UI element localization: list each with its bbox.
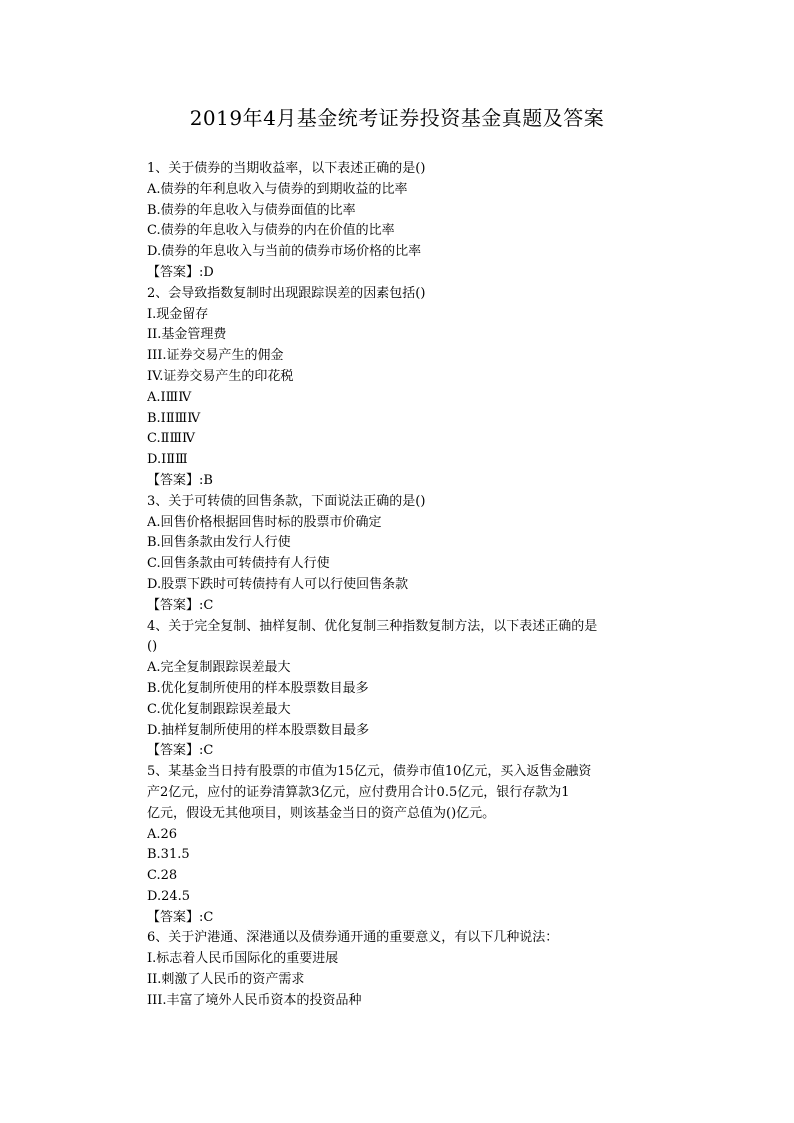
question-4-stem-continued: () — [147, 639, 158, 655]
question-1-answer: 【答案】:D — [147, 264, 214, 280]
question-1-option-d: D.债券的年息收入与当前的债券市场价格的比率 — [147, 244, 422, 260]
question-5-stem: 5、某基金当日持有股票的市值为15亿元，债券市值10亿元，买入返售金融资 — [147, 764, 592, 780]
question-6-item-iii: III.丰富了境外人民币资本的投资品种 — [147, 992, 362, 1008]
question-5-option-c: C.28 — [147, 868, 178, 884]
document-body — [147, 159, 647, 1012]
question-4-option-c: C.优化复制跟踪误差最大 — [147, 701, 291, 717]
question-3-option-b: B.回售条款由发行人行使 — [147, 535, 291, 551]
question-2-item-i: I.现金留存 — [147, 306, 209, 322]
question-2-option-c: C.ⅡⅢⅣ — [147, 431, 195, 447]
question-5-answer: 【答案】:C — [147, 909, 214, 925]
question-3-option-d: D.股票下跌时可转债持有人可以行使回售条款 — [147, 576, 409, 592]
question-6-stem: 6、关于沪港通、深港通以及债券通开通的重要意义，有以下几种说法： — [147, 930, 559, 946]
question-2-option-a: A.ⅠⅢⅣ — [147, 389, 192, 405]
question-4-option-d: D.抽样复制所使用的样本股票数目最多 — [147, 722, 370, 738]
question-3-stem: 3、关于可转债的回售条款，下面说法正确的是() — [147, 493, 426, 509]
question-1-option-a: A.债券的年利息收入与债券的到期收益的比率 — [147, 181, 408, 197]
question-3-answer: 【答案】:C — [147, 597, 214, 613]
question-6-item-i: I.标志着人民币国际化的重要进展 — [147, 951, 339, 967]
question-5-option-d: D.24.5 — [147, 888, 191, 904]
question-5-stem-continued: 产2亿元，应付的证券清算款3亿元，应付费用合计0.5亿元，银行存款为1 — [147, 784, 570, 800]
question-4-answer: 【答案】:C — [147, 743, 214, 759]
question-6-item-ii: II.刺激了人民币的资产需求 — [147, 972, 305, 988]
page-title: 2019年4月基金统考证券投资基金真题及答案 — [189, 106, 605, 130]
question-4-option-b: B.优化复制所使用的样本股票数目最多 — [147, 680, 369, 696]
question-2-answer: 【答案】:B — [147, 472, 213, 488]
question-2-item-ii: II.基金管理费 — [147, 327, 227, 343]
question-3-option-c: C.回售条款由可转债持有人行使 — [147, 556, 330, 572]
question-5-option-b: B.31.5 — [147, 847, 190, 863]
question-2-option-d: D.ⅠⅡⅢ — [147, 452, 188, 468]
question-1-stem: 1、关于债券的当期收益率，以下表述正确的是() — [147, 161, 426, 176]
question-2-stem: 2、会导致指数复制时出现跟踪误差的因素包括() — [147, 285, 426, 301]
question-2-item-iii: III.证券交易产生的佣金 — [147, 348, 284, 364]
question-2-item-iv: IV.证券交易产生的印花税 — [147, 368, 294, 384]
question-5-option-a: A.26 — [147, 826, 178, 842]
question-1-option-c: C.债券的年息收入与债券的内在价值的比率 — [147, 223, 395, 239]
question-1-option-b: B.债券的年息收入与债券面值的比率 — [147, 202, 356, 218]
question-4-stem: 4、关于完全复制、抽样复制、优化复制三种指数复制方法，以下表述正确的是 — [147, 618, 598, 634]
question-2-option-b: B.ⅠⅡⅢⅣ — [147, 410, 201, 426]
question-4-option-a: A.完全复制跟踪误差最大 — [147, 660, 291, 676]
question-3-option-a: A.回售价格根据回售时标的股票市价确定 — [147, 514, 382, 530]
question-5-stem-continued: 亿元，假设无其他项目，则该基金当日的资产总值为()亿元。 — [147, 805, 496, 821]
